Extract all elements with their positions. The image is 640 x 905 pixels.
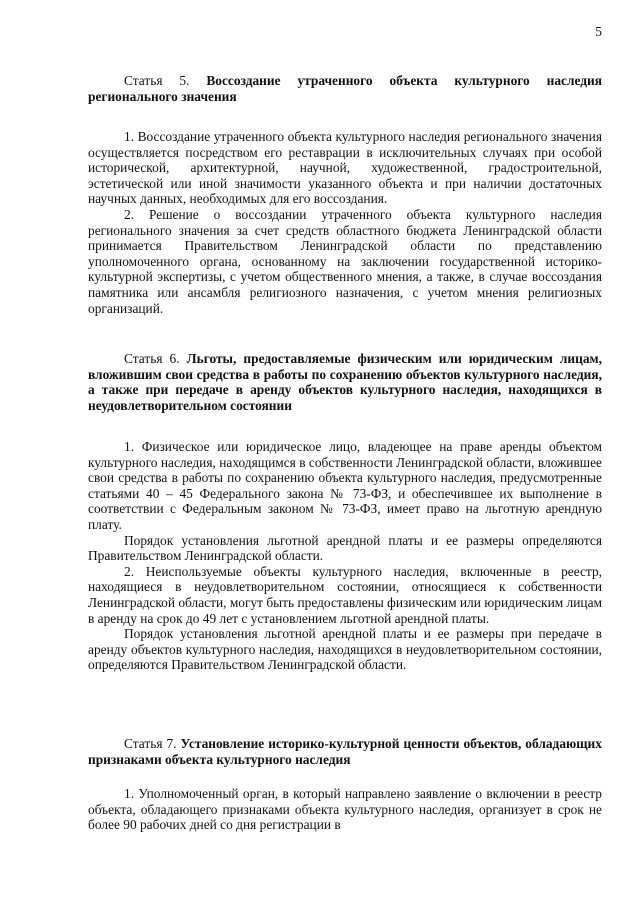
article-5-body [88, 129, 602, 316]
article-6-paragraph-3: 2. Неиспользуемые объекты культурного наследия, включенные в реестр, находящиеся в неудовлетворительном состоянии, относящиеся к собственности Ленинградской области, могут быть предоставлены физическим или юридическим лицам в аренду на срок до 49 лет с установлением льготной арендной платы. [88, 563, 602, 626]
article-6-title: Льготы, предоставляемые физическим или юридическим лицам, вложившим свои средства в работы по сохранению объектов культурного наследия, а также при передаче в аренду объектов культурного наследия, находящихся в неудовлетворительном состоянии [88, 351, 602, 413]
article-5-paragraph-2: 2. Решение о воссоздании утраченного объекта культурного наследия регионального значения за счет средств областного бюджета Ленинградской области принимается Правительством Ленинградской области по представлению уполномоченного органа, основанному на заключении государственной историко-культурной экспертизы, с учетом общественного мнения, а также, в случае воссоздания памятника или ансамбля религиозного назначения, с учетом мнения религиозных организаций. [88, 206, 602, 316]
page-number: 5 [595, 24, 602, 39]
article-5-heading [88, 73, 602, 104]
article-6-body [88, 439, 602, 673]
article-5-title: Воссоздание утраченного объекта культурного наследия регионального значения [88, 73, 602, 104]
article-6-paragraph-2: Порядок установления льготной арендной платы и ее размеры определяются Правительством Ленинградской области. [88, 532, 602, 564]
article-7-body [88, 786, 602, 833]
article-6-paragraph-1: 1. Физическое или юридическое лицо, владеющее на праве аренды объектом культурного наследия, находящимся в собственности Ленинградской области, вложившее свои средства в работы по сохранению объекта культурного наследия, предусмотренные статьями 40 – 45 Федерального закона № 73-ФЗ, и обеспечившее их выполнение в соответствии с Федеральным законом № 73-ФЗ, имеет право на льготную арендную плату. [88, 439, 602, 532]
article-7-title: Установление историко-культурной ценности объектов, обладающих признаками объекта культурного наследия [88, 736, 602, 767]
article-6-heading [88, 351, 602, 413]
article-7-label: Статья 7. [124, 736, 177, 751]
article-7-paragraph-1: 1. Уполномоченный орган, в который направлено заявление о включении в реестр объекта, обладающего признаками объекта культурного наследия, организует в срок не более 90 рабочих дней со дня регистрации в [88, 786, 602, 833]
article-6-paragraph-4: Порядок установления льготной арендной платы и ее размеры при передаче в аренду объектов культурного наследия, находящихся в неудовлетворительном состоянии, определяются Правительством Ленинградской области. [88, 626, 602, 673]
article-6-label: Статья 6. [124, 351, 180, 366]
article-5-paragraph-1: 1. Воссоздание утраченного объекта культурного наследия регионального значения осуществляется посредством его реставрации в исключительных случаях при особой исторической, архитектурной, научной, художественной, градостроительной, эстетической или иной значимости указанного объекта и при наличии достаточных научных данных, необходимых для его воссоздания. [88, 129, 602, 207]
article-7-heading [88, 736, 602, 767]
article-5-label: Статья 5. [124, 73, 190, 88]
